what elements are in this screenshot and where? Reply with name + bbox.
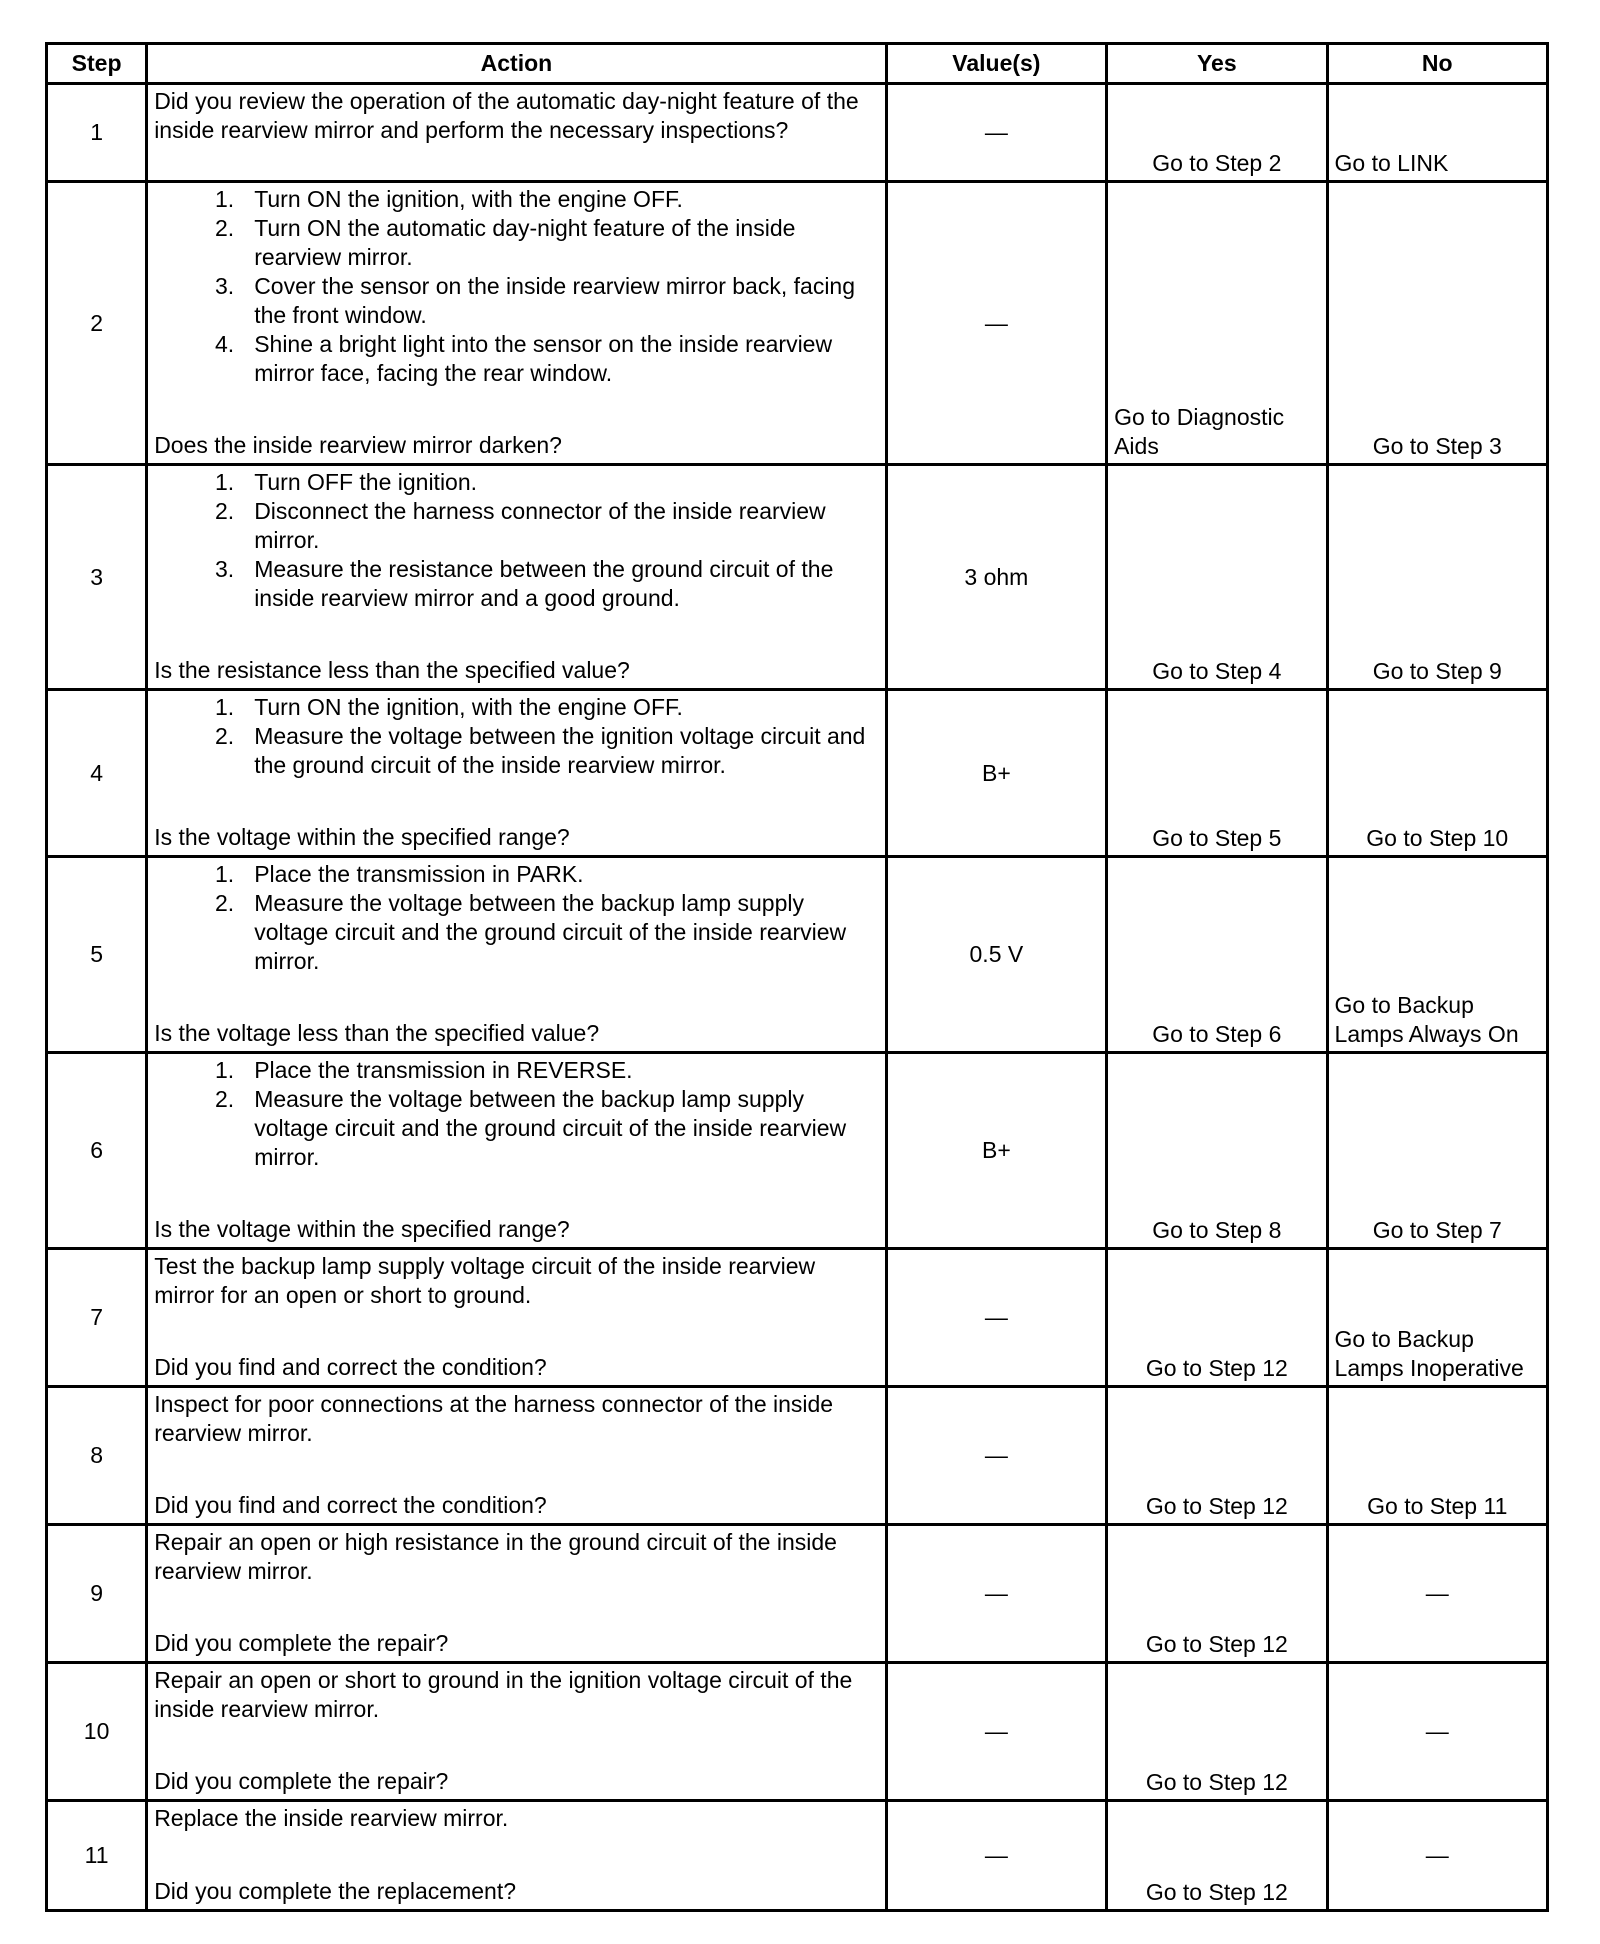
step-number: 4: [47, 690, 147, 857]
action-cell: [147, 84, 886, 182]
no-cell: Go to Step 9: [1327, 465, 1547, 690]
header-no: No: [1327, 44, 1547, 84]
yes-cell: Go to Step 12: [1107, 1663, 1327, 1801]
list-item: 2. Measure the voltage between the backup lamp supply voltage circuit and the ground circuit of the inside rearview mirror.: [215, 890, 847, 974]
value-cell: —: [886, 1525, 1106, 1663]
action-question: Did you complete the replacement?: [154, 1878, 516, 1904]
table-row: [47, 84, 1548, 182]
action-steps: [154, 185, 878, 388]
step-number: 11: [47, 1801, 147, 1911]
action-cell: [147, 1053, 886, 1249]
action-intro: Did you review the operation of the automatic day-night feature of the inside rearview mirror and perform the necessary inspections?: [154, 88, 859, 143]
action-steps: [154, 468, 878, 613]
step-number: 9: [47, 1525, 147, 1663]
action-steps: [154, 693, 878, 780]
list-item: 2. Disconnect the harness connector of the inside rearview mirror.: [215, 498, 826, 553]
list-item: 3. Measure the resistance between the ground circuit of the inside rearview mirror and a good ground.: [215, 556, 834, 611]
list-item: 2. Measure the voltage between the backup lamp supply voltage circuit and the ground circuit of the inside rearview mirror.: [215, 1086, 847, 1170]
action-question: Did you find and correct the condition?: [154, 1354, 547, 1380]
table-row: [47, 1053, 1548, 1249]
table-row: [47, 182, 1548, 465]
diagnostic-table: [45, 42, 1549, 1912]
table-row: [47, 1387, 1548, 1525]
step-number: 7: [47, 1249, 147, 1387]
action-question: Is the voltage within the specified range?: [154, 1216, 570, 1242]
value-cell: —: [886, 182, 1106, 465]
action-question: Did you find and correct the condition?: [154, 1492, 547, 1518]
yes-cell: Go to Step 6: [1107, 857, 1327, 1053]
no-cell: —: [1327, 1801, 1547, 1911]
list-item: 1. Place the transmission in PARK.: [215, 861, 584, 887]
header-values: Value(s): [886, 44, 1106, 84]
value-cell: 0.5 V: [886, 857, 1106, 1053]
value-cell: B+: [886, 690, 1106, 857]
table-row: [47, 690, 1548, 857]
action-cell: [147, 1663, 886, 1801]
step-number: 8: [47, 1387, 147, 1525]
step-number: 6: [47, 1053, 147, 1249]
list-item: 2. Measure the voltage between the ignition voltage circuit and the ground circuit of the inside rearview mirror.: [215, 723, 866, 778]
table-row: [47, 1525, 1548, 1663]
header-yes: Yes: [1107, 44, 1327, 84]
action-question: Did you complete the repair?: [154, 1630, 449, 1656]
list-item: 2. Turn ON the automatic day-night feature of the inside rearview mirror.: [215, 215, 796, 270]
no-cell: Go to Step 10: [1327, 690, 1547, 857]
action-question: Is the voltage less than the specified value?: [154, 1020, 600, 1046]
list-item: 1. Turn ON the ignition, with the engine OFF.: [215, 694, 683, 720]
value-cell: —: [886, 1387, 1106, 1525]
action-intro: Repair an open or short to ground in the ignition voltage circuit of the inside rearview mirror.: [154, 1667, 853, 1722]
no-cell: Go to Step 11: [1327, 1387, 1547, 1525]
yes-cell: Go to Step 4: [1107, 465, 1327, 690]
header-step: Step: [47, 44, 147, 84]
step-number: 5: [47, 857, 147, 1053]
action-cell: [147, 690, 886, 857]
value-cell: —: [886, 1663, 1106, 1801]
no-cell: —: [1327, 1663, 1547, 1801]
table-row: [47, 465, 1548, 690]
list-item: 4. Shine a bright light into the sensor on the inside rearview mirror face, facing the rear window.: [215, 331, 833, 386]
table-row: [47, 1249, 1548, 1387]
yes-cell: Go to Step 2: [1107, 84, 1327, 182]
yes-cell: Go to Step 12: [1107, 1801, 1327, 1911]
table-row: [47, 1801, 1548, 1911]
list-item: 1. Turn OFF the ignition.: [215, 469, 478, 495]
yes-cell: Go to Step 5: [1107, 690, 1327, 857]
step-number: 2: [47, 182, 147, 465]
no-cell: Go to Step 3: [1327, 182, 1547, 465]
table-row: [47, 857, 1548, 1053]
action-question: Is the voltage within the specified range?: [154, 824, 570, 850]
step-number: 3: [47, 465, 147, 690]
step-number: 1: [47, 84, 147, 182]
action-cell: [147, 1249, 886, 1387]
header-action: Action: [147, 44, 886, 84]
action-cell: [147, 1801, 886, 1911]
action-steps: [154, 1056, 878, 1172]
action-question: Does the inside rearview mirror darken?: [154, 432, 562, 458]
list-item: 1. Turn ON the ignition, with the engine OFF.: [215, 186, 683, 212]
yes-cell: Go to Step 12: [1107, 1249, 1327, 1387]
yes-cell: Go to Diagnostic Aids: [1107, 182, 1327, 465]
action-cell: [147, 1525, 886, 1663]
value-cell: B+: [886, 1053, 1106, 1249]
header-row: [47, 44, 1548, 84]
action-intro: Inspect for poor connections at the harness connector of the inside rearview mirror.: [154, 1391, 834, 1446]
no-cell: Go to Backup Lamps Inoperative: [1327, 1249, 1547, 1387]
value-cell: 3 ohm: [886, 465, 1106, 690]
yes-cell: Go to Step 12: [1107, 1387, 1327, 1525]
action-question: Did you complete the repair?: [154, 1768, 449, 1794]
no-cell: Go to Step 7: [1327, 1053, 1547, 1249]
action-cell: [147, 1387, 886, 1525]
action-intro: Repair an open or high resistance in the ground circuit of the inside rearview mirror.: [154, 1529, 837, 1584]
action-intro: Replace the inside rearview mirror.: [154, 1805, 509, 1831]
value-cell: —: [886, 1249, 1106, 1387]
yes-cell: Go to Step 12: [1107, 1525, 1327, 1663]
list-item: 1. Place the transmission in REVERSE.: [215, 1057, 633, 1083]
action-steps: [154, 860, 878, 976]
list-item: 3. Cover the sensor on the inside rearview mirror back, facing the front window.: [215, 273, 856, 328]
step-number: 10: [47, 1663, 147, 1801]
value-cell: —: [886, 1801, 1106, 1911]
action-cell: [147, 182, 886, 465]
action-cell: [147, 465, 886, 690]
action-question: Is the resistance less than the specified value?: [154, 657, 630, 683]
no-cell: Go to LINK: [1327, 84, 1547, 182]
action-cell: [147, 857, 886, 1053]
no-cell: Go to Backup Lamps Always On: [1327, 857, 1547, 1053]
no-cell: —: [1327, 1525, 1547, 1663]
action-intro: Test the backup lamp supply voltage circuit of the inside rearview mirror for an open or short to ground.: [154, 1253, 816, 1308]
yes-cell: Go to Step 8: [1107, 1053, 1327, 1249]
value-cell: —: [886, 84, 1106, 182]
table-row: [47, 1663, 1548, 1801]
